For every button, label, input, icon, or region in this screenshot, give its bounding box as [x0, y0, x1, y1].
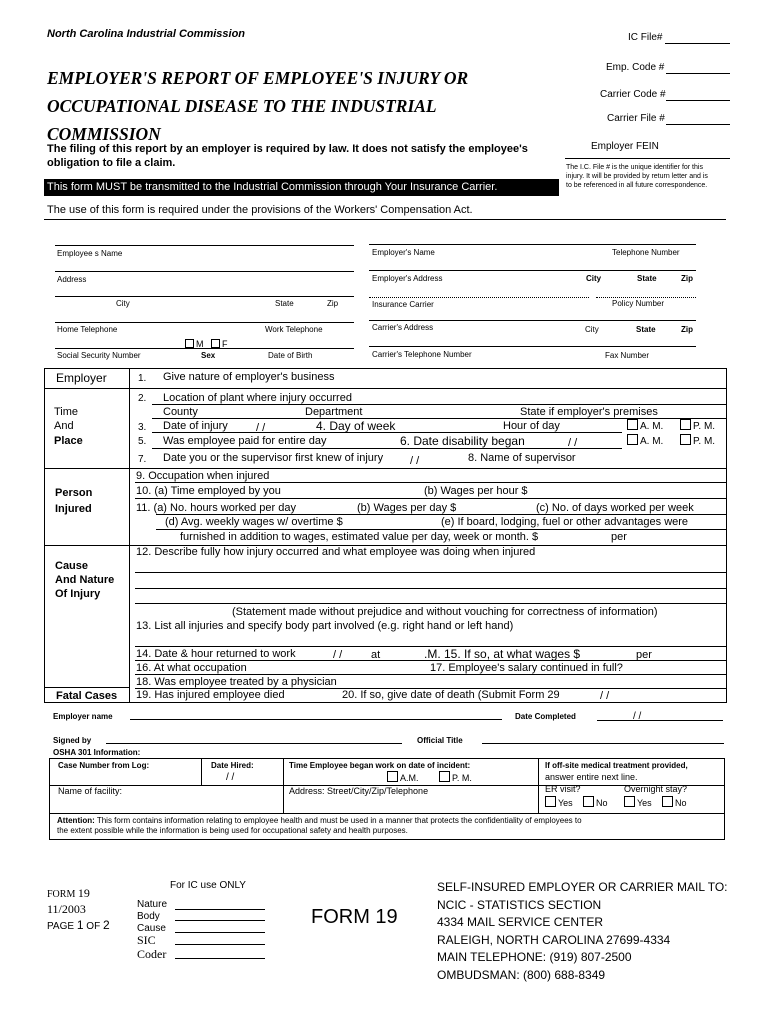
sex-checkboxes: M F [185, 339, 228, 349]
table-divider [129, 368, 130, 703]
filing-notice-1: The filing of this report by an employer is required by law. It does not satisfy the employee's [47, 143, 528, 155]
item-11a-text: 11. (a) No. hours worked per day [136, 502, 296, 514]
employee-phone-field[interactable] [55, 322, 354, 323]
am-checkbox-2[interactable] [627, 434, 638, 445]
item-7-text: Date you or the supervisor first knew of injury [163, 452, 384, 464]
item-4-text: 4. Day of week [316, 419, 396, 433]
item-11e-text: (e) If board, lodging, fuel or other advantages were [441, 516, 689, 528]
date-completed-field[interactable] [597, 720, 723, 721]
form-date: 11/2003 [47, 902, 86, 916]
item-20-text: 20. If so, give date of death (Submit Form 29 [342, 689, 560, 701]
location-field[interactable] [152, 404, 726, 405]
date-hired-slashes: / / [226, 772, 235, 783]
item-16-text: 16. At what occupation [136, 662, 247, 674]
at-label: at [371, 649, 381, 661]
return-field[interactable] [135, 660, 726, 661]
overnight-no-checkbox[interactable] [662, 796, 673, 807]
osha-am-option: A.M. [387, 771, 419, 783]
department-label: Department [305, 406, 363, 418]
page-indicator: PAGE 1 OF 2 [47, 918, 110, 932]
hours-field[interactable] [156, 514, 726, 515]
item-6-text: 6. Date disability began [400, 434, 525, 448]
attention-note: Attention: This form contains information relating to employee health and must be used in a manner that protects the confidentiality of employees to the extent possible while the information is being used for occupational safety and health purposes. [57, 816, 582, 835]
overnight-yes-option: Yes [624, 796, 652, 808]
facility-address-label: Address: Street/City/Zip/Telephone [289, 786, 429, 796]
row-line [44, 388, 727, 389]
offsite-label-2: answer entire next line. [545, 772, 638, 782]
offsite-label-1: If off-site medical treatment provided, [545, 761, 688, 770]
employee-name-label: Employee s Name [57, 249, 123, 258]
weekly-wages-field[interactable] [156, 529, 726, 530]
ic-use-label: For IC use ONLY [170, 880, 246, 891]
employer-fein-field[interactable] [565, 158, 730, 159]
date-completed-slashes: / / [633, 711, 642, 722]
section-of-injury: Of Injury [55, 588, 101, 600]
female-checkbox[interactable] [211, 339, 220, 348]
row-line [44, 687, 130, 688]
transmit-banner: This form MUST be transmitted to the Industrial Commission through Your Insurance Carrier. [44, 179, 559, 196]
employer-name-field[interactable] [369, 244, 696, 245]
sex-label: Sex [201, 351, 216, 360]
item-10a-text: 10. (a) Time employed by you [136, 485, 281, 497]
employee-state-label: State [275, 299, 294, 308]
section-fatal: Fatal Cases [56, 690, 118, 702]
item-11c-text: (c) No. of days worked per week [536, 502, 694, 514]
official-title-field[interactable] [482, 743, 724, 744]
employer-address-field[interactable] [369, 270, 696, 271]
date-injury-field[interactable] [152, 432, 622, 433]
death-date-slashes: / / [600, 690, 610, 702]
carrier-code-field[interactable] [666, 100, 730, 101]
osha-row-line [49, 813, 725, 814]
item-3-number: 3. [138, 422, 147, 433]
form-title-line-2: OCCUPATIONAL DISEASE TO THE INDUSTRIAL [47, 96, 437, 116]
coder-label: Coder [137, 947, 167, 961]
osha-pm-checkbox[interactable] [439, 771, 450, 782]
section-cause: Cause [55, 560, 89, 572]
item-10b-text: (b) Wages per hour $ [424, 485, 528, 497]
official-title-label: Official Title [417, 736, 463, 745]
item-12-text: 12. Describe fully how injury occurred and what employee was doing when injured [136, 546, 536, 558]
description-line-3[interactable] [135, 603, 726, 604]
section-place: Place [54, 435, 83, 447]
employer-name-footer-field[interactable] [130, 719, 502, 720]
section-time: Time [54, 406, 79, 418]
time-began-label: Time Employee began work on date of incident: [289, 761, 471, 770]
date-completed-label: Date Completed [515, 712, 576, 721]
mailing-address: SELF-INSURED EMPLOYER OR CARRIER MAIL TO: NCIC - STATISTICS SECTION 4334 MAIL SERVICE CENTER RALEIGH, NORTH CAROLINA 27699-4334 MAIN TELEPHONE: (919) 807-2500 OMBUDSMAN: (800) 688-8349 [437, 880, 728, 982]
osha-divider [201, 758, 202, 785]
osha-label: OSHA 301 Information: [53, 748, 141, 757]
body-field[interactable] [175, 920, 265, 921]
carrier-phone-field[interactable] [369, 346, 696, 347]
occupation-return-field[interactable] [135, 674, 726, 675]
am-checkbox[interactable] [627, 419, 638, 430]
item-5-text: Was employee paid for entire day [163, 435, 327, 447]
ic-file-label: IC File# [628, 32, 663, 43]
cause-label: Cause [137, 923, 166, 934]
use-notice: The use of this form is required under the provisions of the Workers' Compensation Act. [47, 204, 473, 216]
section-employer: Employer [56, 371, 107, 385]
agency-name: North Carolina Industrial Commission [47, 28, 246, 40]
hour-label: Hour of day [503, 420, 560, 432]
employee-zip-label: Zip [327, 299, 339, 308]
item-19-text: 19. Has injured employee died [136, 689, 285, 701]
emp-code-label: Emp. Code # [606, 62, 665, 73]
policy-label: Policy Number [612, 299, 665, 308]
section-person: Person [55, 487, 93, 499]
time-employed-field[interactable] [135, 498, 726, 499]
item-13-text: 13. List all injuries and specify body part involved (e.g. right hand or left hand) [136, 620, 514, 632]
employee-city-field[interactable] [55, 296, 354, 297]
employer-zip-label: Zip [681, 274, 693, 283]
carrier-city-label: City [585, 325, 599, 334]
item-3-text: Date of injury [163, 420, 228, 432]
carrier-code-label: Carrier Code # [600, 89, 666, 100]
er-yes-checkbox[interactable] [545, 796, 556, 807]
state-premises-label: State if employer's premises [520, 406, 658, 418]
carrier-address-label: Carrier's Address [372, 323, 434, 332]
injury-date-slashes: / / [256, 422, 266, 434]
carrier-file-label: Carrier File # [607, 113, 665, 124]
employer-fein-label: Employer FEIN [591, 141, 659, 152]
er-no-option: No [583, 796, 608, 808]
body-label: Body [137, 911, 160, 922]
osha-pm-option: P. M. [439, 771, 472, 783]
overnight-yes-checkbox[interactable] [624, 796, 635, 807]
date-hired-label: Date Hired: [211, 761, 254, 770]
item-5-number: 5. [138, 436, 147, 447]
facility-label: Name of facility: [58, 786, 123, 796]
item-14-text: 14. Date & hour returned to work [136, 648, 296, 660]
policy-field[interactable] [596, 297, 696, 298]
pm-checkbox-2[interactable] [680, 434, 691, 445]
item-15-text: .M. 15. If so, at what wages $ [424, 647, 581, 661]
employee-ssn-field[interactable] [55, 348, 354, 349]
fax-label: Fax Number [605, 351, 650, 360]
item-8-text: 8. Name of supervisor [468, 452, 576, 464]
disability-date-slashes: / / [568, 437, 578, 449]
male-checkbox[interactable] [185, 339, 194, 348]
form-19-large: FORM 19 [311, 906, 398, 928]
sic-label: SIC [137, 933, 156, 947]
ic-file-field[interactable] [665, 43, 730, 44]
am-option-2: A. M. [627, 434, 663, 447]
filing-notice-2: obligation to file a claim. [47, 157, 176, 169]
item-11d-text: (d) Avg. weekly wages w/ overtime $ [165, 516, 343, 528]
coder-field[interactable] [175, 958, 265, 959]
employer-name-label: Employer's Name [372, 248, 435, 257]
item-18-text: 18. Was employee treated by a physician [136, 676, 337, 688]
employer-address-label: Employer's Address [372, 274, 443, 283]
am-option: A. M. [627, 419, 663, 432]
item-2-text: Location of plant where injury occurred [163, 392, 352, 404]
statement-note: (Statement made without prejudice and without vouching for correctness of information) [232, 606, 658, 618]
telephone-label: Telephone Number [612, 248, 680, 257]
case-number-label: Case Number from Log: [58, 761, 150, 770]
form-title-line-3: COMMISSION [47, 124, 161, 144]
carrier-address-field[interactable] [369, 320, 696, 321]
pm-option-2: P. M. [680, 434, 715, 447]
row-line [44, 468, 727, 469]
description-line-1[interactable] [135, 572, 726, 573]
overnight-no-option: No [662, 796, 687, 808]
insurance-field[interactable] [369, 297, 589, 298]
employee-address-label: Address [57, 275, 87, 284]
disability-field[interactable] [152, 448, 622, 449]
carrier-file-field[interactable] [666, 124, 730, 125]
pm-checkbox[interactable] [680, 419, 691, 430]
item-1-text: Give nature of employer's business [163, 371, 335, 383]
item-17-text: 17. Employee's salary continued in full? [430, 662, 623, 674]
form-number-label: FORM 19 [47, 886, 90, 900]
ssn-label: Social Security Number [57, 351, 141, 360]
county-label: County [163, 406, 198, 418]
per-15-label: per [636, 649, 652, 661]
nature-field[interactable] [175, 909, 265, 910]
item-11b-text: (b) Wages per day $ [357, 502, 457, 514]
item-11f-text: furnished in addition to wages, estimated value per day, week or month. $ [180, 531, 539, 543]
employer-name-footer-label: Employer name [53, 712, 113, 721]
occupation-field[interactable] [135, 482, 726, 483]
er-no-checkbox[interactable] [583, 796, 594, 807]
carrier-telephone-label: Carrier's Telephone Number [372, 350, 472, 359]
dob-label: Date of Birth [268, 351, 313, 360]
work-telephone-label: Work Telephone [265, 325, 323, 334]
overnight-label: Overnight stay? [624, 784, 688, 794]
carrier-state-label: State [636, 325, 656, 334]
form-title-line-1: EMPLOYER'S REPORT OF EMPLOYEE'S INJURY OR [47, 68, 469, 88]
section-and: And [54, 420, 74, 432]
employee-city-label: City [116, 299, 130, 308]
item-7-number: 7. [138, 454, 147, 465]
item-9-text: 9. Occupation when injured [136, 470, 270, 482]
employer-city-label: City [586, 274, 602, 283]
sic-field[interactable] [175, 944, 265, 945]
divider [44, 219, 726, 220]
per-label: per [611, 531, 627, 543]
er-yes-option: Yes [545, 796, 573, 808]
employee-address-field[interactable] [55, 271, 354, 272]
signed-by-label: Signed by [53, 736, 92, 745]
employee-name-field[interactable] [55, 245, 354, 246]
description-line-2[interactable] [135, 588, 726, 589]
carrier-zip-label: Zip [681, 325, 693, 334]
insurance-label: Insurance Carrier [372, 300, 434, 309]
pm-option: P. M. [680, 419, 715, 432]
item-2-number: 2. [138, 393, 147, 404]
return-date-slashes: / / [333, 649, 343, 661]
knew-date-slashes: / / [410, 455, 420, 467]
nature-label: Nature [137, 899, 168, 910]
emp-code-field[interactable] [666, 73, 730, 74]
item-1-number: 1. [138, 373, 147, 384]
osha-am-checkbox[interactable] [387, 771, 398, 782]
home-telephone-label: Home Telephone [57, 325, 118, 334]
employer-state-label: State [637, 274, 657, 283]
section-and-nature: And Nature [55, 574, 115, 586]
signed-by-field[interactable] [106, 743, 402, 744]
er-visit-label: ER visit? [545, 784, 581, 794]
ic-file-note: The I.C. File # is the unique identifier for this injury. It will be provided by return letter and is to be referenced in all future correspondence. [566, 164, 708, 189]
section-injured: Injured [55, 503, 92, 515]
cause-field[interactable] [175, 932, 265, 933]
